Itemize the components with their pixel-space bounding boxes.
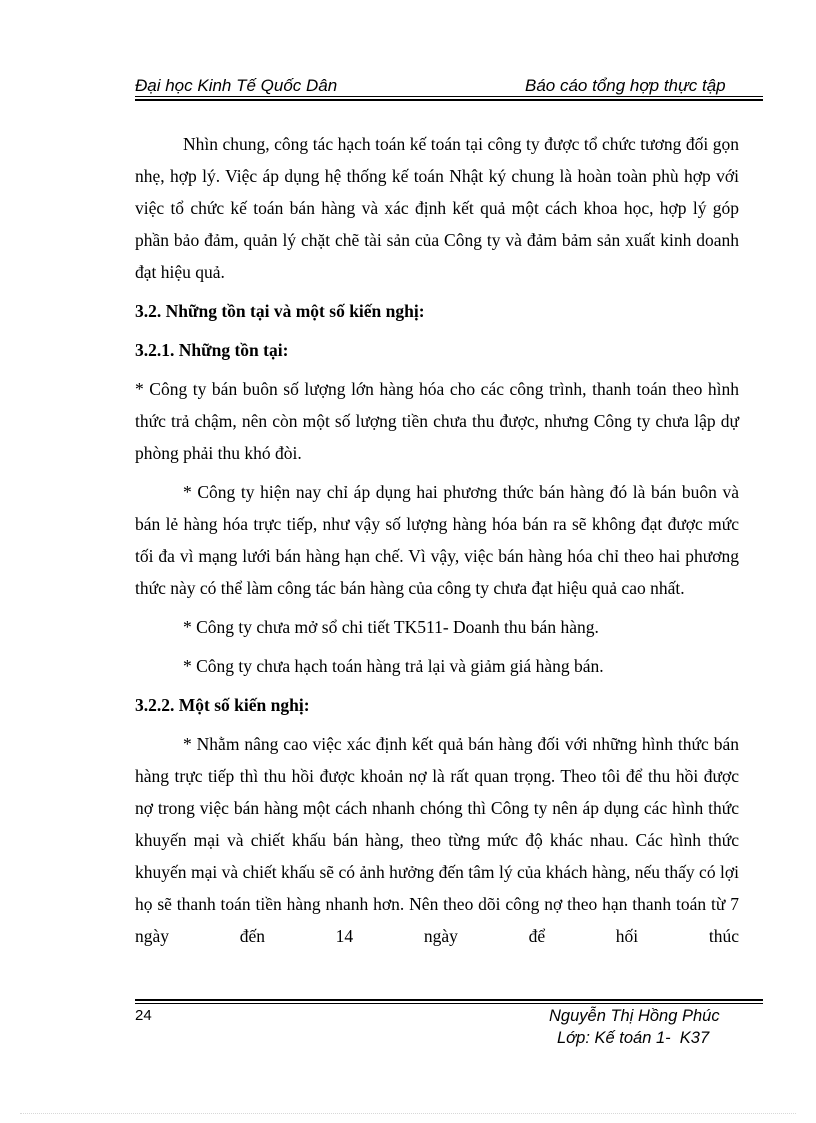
footer-class: Lớp: Kế toán 1- K37	[557, 1029, 710, 1047]
paragraph-issue-receivables: * Công ty bán buôn số lượng lớn hàng hóa cho các công trình, thanh toán theo hình thức trả chậm, nên còn một số lượng tiền chưa thu được, nhưng Công ty chưa lập dự phòng phải thu khó đòi.	[135, 379, 739, 463]
subsection-heading-3-2-1: 3.2.1. Những tồn tại:	[135, 340, 289, 360]
page-number: 24	[135, 1007, 152, 1024]
header-university: Đại học Kinh Tế Quốc Dân	[135, 76, 338, 95]
section-heading-3-2: 3.2. Những tồn tại và một số kiến nghị:	[135, 301, 425, 321]
document-body	[135, 128, 739, 959]
paragraph-recommendation: * Nhằm nâng cao việc xác định kết quả bán hàng đối với những hình thức bán hàng trực tiếp thì thu hồi được khoản nợ là rất quan trọng. Theo tôi để thu hồi được nợ trong việc bán hàng một cách nhanh chóng thì Công ty nên áp dụng các hình thức khuyến mại và chiết khấu bán hàng, theo từng mức độ khác nhau. Các hình thức khuyến mại và chiết khấu sẽ có ảnh hưởng đến tâm lý của khách hàng, nếu thấy có lợi họ sẽ thanh toán tiền hàng nhanh hơn. Nên theo dõi công nợ theo hạn thanh toán từ 7 ngày đến 14 ngày để hối thúc	[135, 734, 739, 946]
paragraph-summary: Nhìn chung, công tác hạch toán kế toán tại công ty được tổ chức tương đối gọn nhẹ, hợp lý. Việc áp dụng hệ thống kế toán Nhật ký chung là hoàn toàn phù hợp với việc tổ chức kế toán bán hàng và xác định kết quả một cách khoa học, hợp lý góp phần bảo đảm, quản lý chặt chẽ tài sản của Công ty và đảm bảm sản xuất kinh doanh đạt hiệu quả.	[135, 134, 739, 282]
paragraph-issue-sales-methods: * Công ty hiện nay chỉ áp dụng hai phương thức bán hàng đó là bán buôn và bán lẻ hàng hóa trực tiếp, như vậy số lượng hàng hóa bán ra sẽ không đạt được mức tối đa vì mạng lưới bán hàng hạn chế. Vì vậy, việc bán hàng hóa chỉ theo hai phương thức này có thể làm công tác bán hàng của công ty chưa đạt hiệu quả cao nhất.	[135, 482, 739, 598]
page-header	[135, 76, 763, 98]
paragraph-issue-returns: * Công ty chưa hạch toán hàng trả lại và giảm giá hàng bán.	[183, 656, 604, 676]
footer-author: Nguyễn Thị Hồng Phúc	[549, 1007, 720, 1025]
paragraph-issue-ledger: * Công ty chưa mở sổ chi tiết TK511- Doanh thu bán hàng.	[183, 617, 599, 637]
subsection-heading-3-2-2: 3.2.2. Một số kiến nghị:	[135, 695, 310, 715]
header-rule	[135, 96, 763, 101]
footer-rule	[135, 999, 763, 1004]
page-edge-divider	[20, 1113, 796, 1114]
header-report-title: Báo cáo tổng hợp thực tập	[525, 76, 726, 95]
